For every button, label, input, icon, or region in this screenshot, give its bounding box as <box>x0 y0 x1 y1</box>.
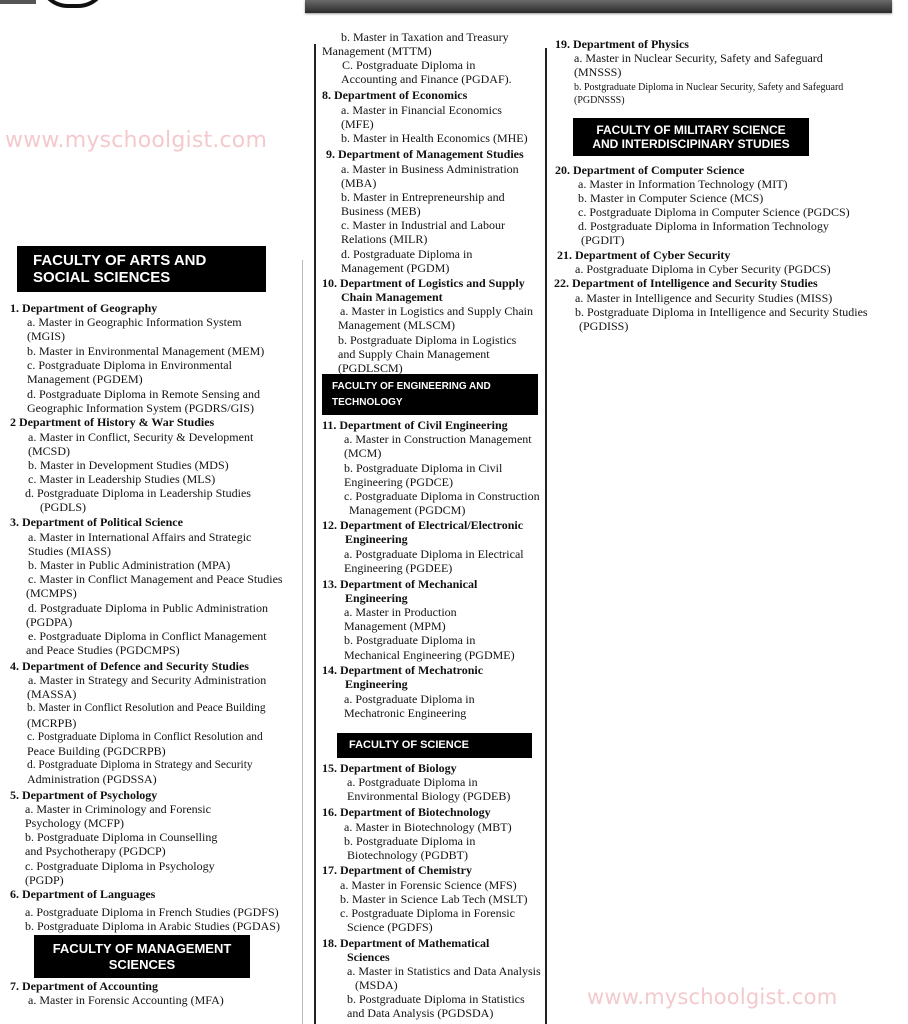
programme-item: (PGDLS) <box>40 500 87 514</box>
programme-item: (PGDPA) <box>26 615 73 629</box>
programme-item: and Peace Studies (PGDCMPS) <box>26 643 180 657</box>
programme-item: (PGDIT) <box>581 233 625 247</box>
faculty-banner-management <box>34 935 250 978</box>
programme-item: a. Master in Financial Economics <box>341 103 502 117</box>
programme-item: d. Postgraduate Diploma in Public Administration <box>28 601 268 615</box>
programme-item: c. Postgraduate Diploma in Forensic <box>340 906 515 920</box>
programme-item: Management (MLSCM) <box>338 318 455 332</box>
programme-item: Mechatronic Engineering <box>344 706 467 720</box>
programme-item: C. Postgraduate Diploma in <box>342 58 476 72</box>
department-heading: 15. Department of Biology <box>322 761 457 775</box>
programme-item: a. Master in Intelligence and Security Studies (MISS) <box>575 291 833 305</box>
faculty-banner-arts <box>17 246 266 292</box>
faculty-title: FACULTY OF SCIENCE <box>349 739 469 751</box>
programme-item: a. Master in Biotechnology (MBT) <box>344 820 512 834</box>
programme-item: a. Master in Forensic Accounting (MFA) <box>28 993 224 1007</box>
programme-item: a. Postgraduate Diploma in Cyber Security (PGDCS) <box>575 262 831 276</box>
programme-item: (MCRPB) <box>27 716 77 730</box>
programme-item: b. Master in Public Administration (MPA) <box>28 558 231 572</box>
faculty-title: FACULTY OF ENGINEERING AND <box>332 381 491 392</box>
programme-item: c. Master in Industrial and Labour <box>341 218 505 232</box>
header-bar <box>305 0 892 13</box>
programme-item: d. Postgraduate Diploma in Leadership Studies <box>25 486 251 500</box>
department-heading: 13. Department of Mechanical <box>322 577 478 591</box>
programme-item: Psychology (MCFP) <box>25 816 125 830</box>
programme-item: b. Postgraduate Diploma in Nuclear Security, Safety and Safeguard <box>574 82 844 93</box>
programme-item: a. Master in Forensic Science (MFS) <box>340 878 517 892</box>
programme-item: Science (PGDFS) <box>347 920 433 934</box>
programme-item: c. Postgraduate Diploma in Construction <box>344 489 540 503</box>
department-heading: 21. Department of Cyber Security <box>557 248 731 262</box>
programme-item: b. Master in Conflict Resolution and Peace Building <box>27 702 266 714</box>
column-divider <box>545 48 547 1024</box>
programme-item: d. Postgraduate Diploma in Strategy and Security <box>27 759 253 771</box>
programme-item: a. Master in Construction Management <box>344 432 532 446</box>
programme-item: Administration (PGDSSA) <box>27 772 157 786</box>
department-heading: 7. Department of Accounting <box>10 979 158 993</box>
programme-item: Studies (MIASS) <box>28 544 112 558</box>
department-heading: 6. Department of Languages <box>10 887 156 901</box>
faculty-title: FACULTY OF ARTS AND <box>33 252 207 269</box>
department-heading: 17. Department of Chemistry <box>322 863 472 877</box>
faculty-title: FACULTY OF MANAGEMENT <box>52 941 232 956</box>
programme-item: (MFE) <box>341 117 374 131</box>
programme-item: Management (PGDCM) <box>349 503 466 517</box>
programme-item: a. Master in International Affairs and Strategic <box>28 530 252 544</box>
programme-item: d. Postgraduate Diploma in Remote Sensing and <box>27 387 260 401</box>
programme-item: and Supply Chain Management <box>338 347 490 361</box>
programme-item: b. Master in Taxation and Treasury <box>341 30 509 44</box>
department-heading: 2 Department of History & War Studies <box>10 415 215 429</box>
column-divider <box>314 44 316 1024</box>
programme-item: Geographic Information System (PGDRS/GIS) <box>27 401 254 415</box>
programme-item: (MSDA) <box>355 978 398 992</box>
department-heading: Engineering <box>345 677 408 691</box>
programme-item: Accounting and Finance (PGDAF). <box>341 72 512 86</box>
programme-item: d. Postgraduate Diploma in <box>341 247 473 261</box>
programme-item: (PGDISS) <box>579 319 629 333</box>
department-heading: 11. Department of Civil Engineering <box>322 418 508 432</box>
logo-icon <box>38 0 108 8</box>
programme-item: (MCM) <box>344 446 382 460</box>
faculty-title: FACULTY OF MILITARY SCIENCE <box>596 123 786 137</box>
programme-item: e. Postgraduate Diploma in Conflict Management <box>28 629 267 643</box>
programme-item: b. Postgraduate Diploma in Intelligence and Security Studies <box>575 305 868 319</box>
programme-item: (MBA) <box>341 176 377 190</box>
programme-item: Peace Building (PGDCRPB) <box>27 744 166 758</box>
programme-item: b. Postgraduate Diploma in Logistics <box>338 333 517 347</box>
department-heading: 18. Department of Mathematical <box>322 936 490 950</box>
department-heading: Sciences <box>347 950 390 964</box>
programme-item: Mechanical Engineering (PGDME) <box>344 648 515 662</box>
programme-item: (PGDLSCM) <box>338 361 403 375</box>
department-heading: 10. Department of Logistics and Supply <box>322 276 525 290</box>
faculty-banner-engineering <box>322 374 538 415</box>
faculty-title: TECHNOLOGY <box>332 397 403 408</box>
programme-item: a. Master in Business Administration <box>341 162 519 176</box>
department-heading: Engineering <box>345 532 408 546</box>
department-heading: 9. Department of Management Studies <box>326 147 524 161</box>
programme-item: b. Postgraduate Diploma in Civil <box>344 461 503 475</box>
department-heading: 5. Department of Psychology <box>10 788 158 802</box>
programme-item: Relations (MILR) <box>341 232 428 246</box>
programme-item: (MGIS) <box>27 329 65 343</box>
watermark: www.myschoolgist.com <box>5 128 268 153</box>
programme-item: c. Master in Conflict Management and Peace Studies <box>28 572 283 586</box>
programme-item: a. Postgraduate Diploma in <box>344 692 475 706</box>
programme-item: Management (MPM) <box>344 619 446 633</box>
programme-item: c. Master in Leadership Studies (MLS) <box>28 472 216 486</box>
programme-item: a. Master in Information Technology (MIT) <box>578 177 788 191</box>
programme-item: b. Master in Science Lab Tech (MSLT) <box>340 892 528 906</box>
watermark: www.myschoolgist.com <box>587 985 838 1009</box>
programme-item: a. Master in Conflict, Security & Development <box>28 430 254 444</box>
programme-item: (MASSA) <box>27 687 77 701</box>
department-heading: 19. Department of Physics <box>555 37 689 51</box>
column-divider <box>302 260 303 1024</box>
programme-item: c. Postgraduate Diploma in Computer Science (PGDCS) <box>578 205 850 219</box>
programme-item: b. Master in Environmental Management (MEM) <box>27 344 265 358</box>
department-heading: 1. Department of Geography <box>10 301 158 315</box>
programme-item: c. Postgraduate Diploma in Conflict Resolution and <box>27 731 263 743</box>
programme-item: a. Master in Statistics and Data Analysis <box>347 964 541 978</box>
programme-item: b. Master in Computer Science (MCS) <box>578 191 764 205</box>
faculty-title: SOCIAL SCIENCES <box>33 269 171 286</box>
department-heading: Chain Management <box>341 290 443 304</box>
faculty-banner-science <box>337 733 532 758</box>
header-logo-edge <box>0 0 36 4</box>
programme-item: a. Master in Nuclear Security, Safety and Safeguard <box>574 51 823 65</box>
programme-item: and Psychotherapy (PGDCP) <box>25 844 166 858</box>
programme-item: b. Postgraduate Diploma in <box>344 633 476 647</box>
programme-item: b. Postgraduate Diploma in Statistics <box>347 992 525 1006</box>
programme-item: a. Master in Geographic Information System <box>27 315 242 329</box>
programme-item: c. Postgraduate Diploma in Psychology <box>25 859 215 873</box>
department-heading: 12. Department of Electrical/Electronic <box>322 518 524 532</box>
programme-item: Management (MTTM) <box>322 44 432 58</box>
programme-item: b. Master in Development Studies (MDS) <box>28 458 229 472</box>
programme-item: Management (PGDEM) <box>27 372 143 386</box>
department-heading: 16. Department of Biotechnology <box>322 805 491 819</box>
programme-item: a. Postgraduate Diploma in French Studies (PGDFS) <box>25 905 279 919</box>
programme-item: (MNSSS) <box>574 65 622 79</box>
programme-item: d. Postgraduate Diploma in Information Technology <box>578 219 829 233</box>
programme-item: b. Master in Entrepreneurship and <box>341 190 505 204</box>
programme-item: Environmental Biology (PGDEB) <box>347 789 511 803</box>
programme-item: b. Master in Health Economics (MHE) <box>341 131 528 145</box>
programme-item: Engineering (PGDCE) <box>344 475 453 489</box>
programme-item: a. Master in Criminology and Forensic <box>25 802 211 816</box>
programme-item: Management (PGDM) <box>341 261 450 275</box>
programme-item: b. Postgraduate Diploma in Counselling <box>25 830 218 844</box>
programme-item: (MCMPS) <box>26 586 77 600</box>
faculty-banner-military <box>573 118 809 156</box>
programme-item: a. Master in Logistics and Supply Chain <box>340 304 533 318</box>
programme-item: (MCSD) <box>28 444 71 458</box>
department-heading: 20. Department of Computer Science <box>555 163 745 177</box>
programme-item: a. Master in Production <box>344 605 457 619</box>
department-heading: 3. Department of Political Science <box>10 515 183 529</box>
programme-item: and Data Analysis (PGDSDA) <box>347 1006 494 1020</box>
programme-item: (PGDNSSS) <box>574 95 625 106</box>
programme-item: a. Postgraduate Diploma in <box>347 775 478 789</box>
department-heading: 22. Department of Intelligence and Security Studies <box>554 276 818 290</box>
faculty-title: SCIENCES <box>108 957 176 972</box>
programme-item: Biotechnology (PGDBT) <box>347 848 468 862</box>
programme-item: Business (MEB) <box>341 204 421 218</box>
department-heading: 14. Department of Mechatronic <box>322 663 484 677</box>
programme-item: c. Postgraduate Diploma in Environmental <box>27 358 232 372</box>
programme-item: Engineering (PGDEE) <box>344 561 453 575</box>
programme-item: a. Postgraduate Diploma in Electrical <box>344 547 524 561</box>
programme-item: b. Postgraduate Diploma in Arabic Studies (PGDAS) <box>25 919 280 933</box>
department-heading: 4. Department of Defence and Security Studies <box>10 659 249 673</box>
programme-item: (PGDP) <box>25 873 64 887</box>
department-heading: 8. Department of Economics <box>322 88 468 102</box>
programme-item: a. Master in Strategy and Security Administration <box>28 673 267 687</box>
faculty-title: AND INTERDISCIPINARY STUDIES <box>592 137 790 151</box>
department-heading: Engineering <box>345 591 408 605</box>
programme-item: b. Postgraduate Diploma in <box>344 834 476 848</box>
